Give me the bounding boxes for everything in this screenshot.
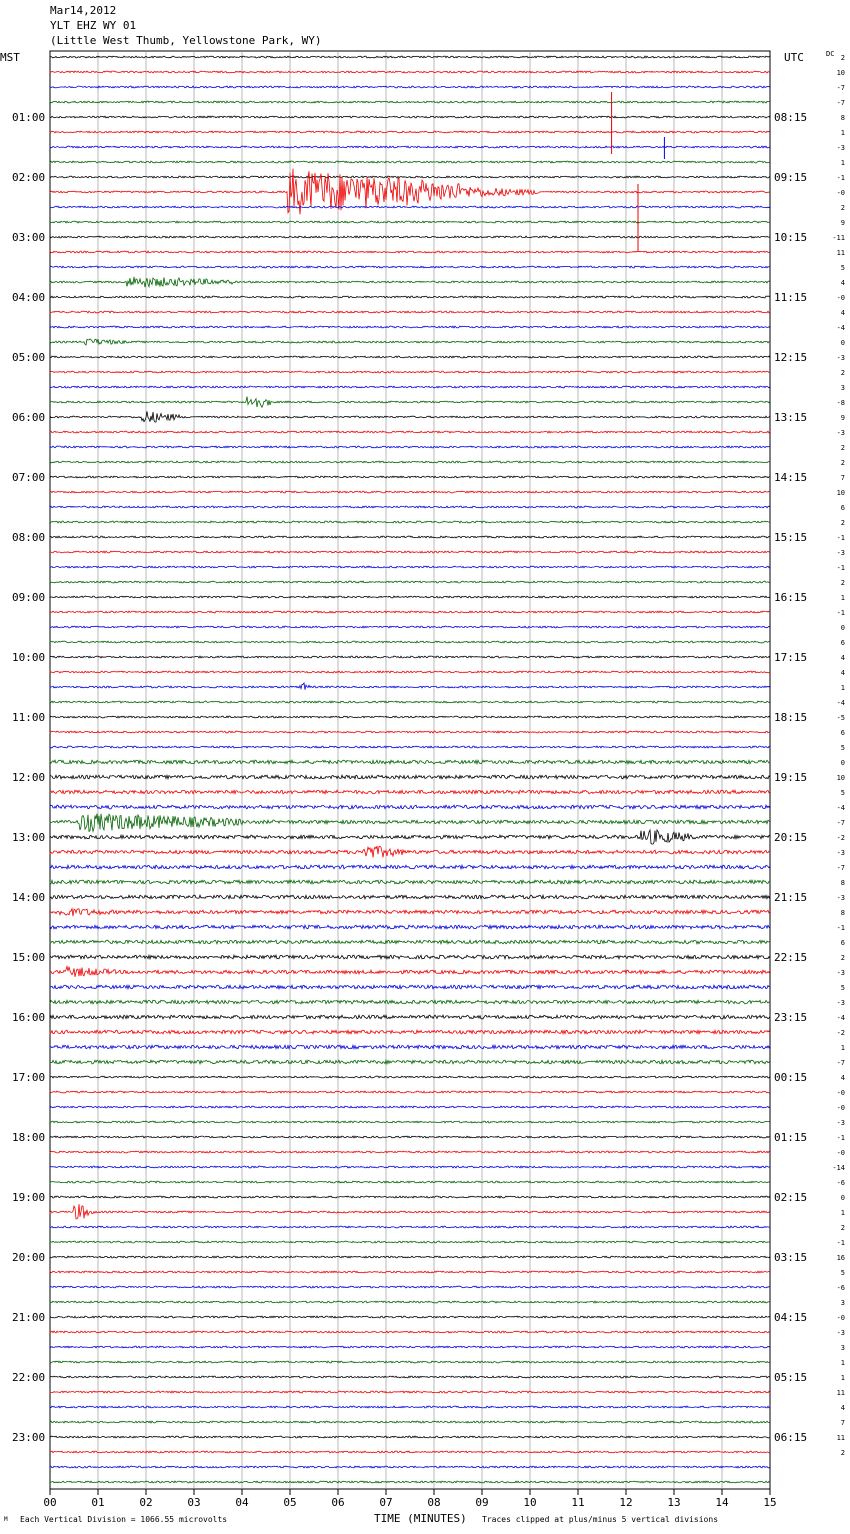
trace-line — [50, 805, 770, 809]
trace-line — [50, 1376, 770, 1378]
dc-offset-label: -3 — [836, 999, 845, 1007]
right-hour-label: 15:15 — [774, 531, 808, 544]
dc-offset-label: -4 — [836, 1014, 845, 1022]
left-hour-label: 15:00 — [12, 951, 46, 964]
right-hour-label: 12:15 — [774, 351, 808, 364]
trace-line — [50, 1421, 770, 1423]
header-date: Mar14,2012 — [50, 4, 117, 17]
dc-offset-label: -3 — [836, 354, 845, 362]
trace-line — [50, 1136, 770, 1138]
right-hour-label: 18:15 — [774, 711, 808, 724]
dc-offset-label: -8 — [836, 399, 845, 407]
dc-offset-label: -0 — [836, 189, 845, 197]
trace-line — [50, 895, 770, 899]
dc-offset-label: -2 — [836, 834, 845, 842]
right-hour-label: 23:15 — [774, 1011, 808, 1024]
dc-offset-label: 1 — [840, 1359, 845, 1367]
trace-line — [50, 1436, 770, 1438]
dc-label: DC — [826, 50, 835, 58]
dc-offset-label: -11 — [832, 234, 845, 242]
right-hour-label: 21:15 — [774, 891, 808, 904]
x-tick-label: 10 — [523, 1496, 537, 1509]
dc-offset-label: 2 — [840, 204, 845, 212]
dc-offset-label: -6 — [836, 1179, 845, 1187]
dc-offset-label: -6 — [836, 1284, 845, 1292]
dc-offset-label: 0 — [840, 1194, 845, 1202]
dc-offset-label: 8 — [840, 879, 845, 887]
trace-line — [50, 1076, 770, 1078]
trace-line — [50, 411, 770, 422]
x-tick-label: 09 — [475, 1496, 489, 1509]
trace-line — [50, 476, 770, 478]
trace-line — [50, 1301, 770, 1303]
trace-line — [50, 71, 770, 73]
trace-line — [50, 641, 770, 643]
right-hour-label: 22:15 — [774, 951, 808, 964]
dc-offset-label: -7 — [836, 1059, 845, 1067]
dc-offset-label: 11 — [836, 1434, 845, 1442]
left-hour-label: 23:00 — [12, 1431, 46, 1444]
dc-offset-label: 4 — [840, 309, 845, 317]
trace-line — [50, 746, 770, 748]
trace-line — [50, 880, 770, 884]
dc-offset-label: 1 — [840, 1374, 845, 1382]
x-tick-label: 04 — [235, 1496, 249, 1509]
trace-line — [50, 656, 770, 658]
dc-offset-label: 8 — [840, 114, 845, 122]
dc-offset-label: -1 — [836, 174, 845, 182]
dc-offset-label: 10 — [836, 489, 845, 497]
dc-offset-label: 3 — [840, 1344, 845, 1352]
x-tick-label: 11 — [571, 1496, 585, 1509]
trace-line — [50, 206, 770, 208]
trace-line — [50, 1331, 770, 1333]
trace-line — [50, 491, 770, 493]
right-hour-label: 02:15 — [774, 1191, 808, 1204]
trace-line — [50, 731, 770, 733]
dc-offset-label: -3 — [836, 429, 845, 437]
dc-offset-label: -3 — [836, 894, 845, 902]
x-tick-label: 12 — [619, 1496, 633, 1509]
dc-offset-label: 9 — [840, 414, 845, 422]
left-hour-label: 21:00 — [12, 1311, 46, 1324]
trace-line — [50, 461, 770, 463]
x-tick-label: 13 — [667, 1496, 681, 1509]
trace-line — [50, 1166, 770, 1168]
dc-offset-label: -1 — [836, 924, 845, 932]
trace-line — [50, 626, 770, 628]
dc-offset-label: -7 — [836, 84, 845, 92]
trace-line — [50, 925, 770, 929]
trace-line — [50, 1181, 770, 1183]
right-hour-label: 05:15 — [774, 1371, 808, 1384]
x-tick-label: 05 — [283, 1496, 297, 1509]
trace-line — [50, 311, 770, 313]
right-hour-label: 01:15 — [774, 1131, 808, 1144]
trace-line — [50, 1226, 770, 1228]
left-hour-label: 08:00 — [12, 531, 46, 544]
right-hour-label: 16:15 — [774, 591, 808, 604]
left-hour-label: 10:00 — [12, 651, 46, 664]
dc-offset-label: 4 — [840, 654, 845, 662]
right-timezone-label: UTC — [784, 51, 804, 64]
trace-line — [50, 701, 770, 703]
x-axis-title: TIME (MINUTES) — [374, 1512, 467, 1525]
dc-offset-label: 9 — [840, 219, 845, 227]
trace-line — [50, 236, 770, 238]
dc-offset-label: -0 — [836, 1314, 845, 1322]
trace-line — [50, 386, 770, 388]
trace-line — [50, 1045, 770, 1049]
right-hour-label: 06:15 — [774, 1431, 808, 1444]
trace-line — [50, 955, 770, 959]
dc-offset-label: -7 — [836, 864, 845, 872]
trace-line — [50, 371, 770, 373]
dc-offset-label: -3 — [836, 1329, 845, 1337]
dc-offset-label: -1 — [836, 564, 845, 572]
left-hour-label: 13:00 — [12, 831, 46, 844]
trace-line — [50, 1000, 770, 1004]
dc-offset-label: 6 — [840, 729, 845, 737]
dc-offset-label: 10 — [836, 774, 845, 782]
left-hour-label: 06:00 — [12, 411, 46, 424]
left-hour-label: 02:00 — [12, 171, 46, 184]
dc-offset-label: -3 — [836, 144, 845, 152]
trace-line — [50, 176, 770, 178]
dc-offset-label: -3 — [836, 1119, 845, 1127]
dc-offset-label: 4 — [840, 1074, 845, 1082]
dc-offset-label: -0 — [836, 1104, 845, 1112]
trace-line — [50, 1451, 770, 1453]
trace-line — [50, 1316, 770, 1318]
right-hour-label: 11:15 — [774, 291, 808, 304]
trace-line — [50, 161, 770, 163]
right-hour-label: 19:15 — [774, 771, 808, 784]
dc-offset-label: 5 — [840, 984, 845, 992]
dc-offset-label: 4 — [840, 669, 845, 677]
dc-offset-label: 7 — [840, 474, 845, 482]
dc-offset-label: 6 — [840, 504, 845, 512]
dc-offset-label: 2 — [840, 54, 845, 62]
trace-line — [50, 296, 770, 298]
right-hour-label: 04:15 — [774, 1311, 808, 1324]
dc-offset-label: -7 — [836, 819, 845, 827]
right-hour-label: 20:15 — [774, 831, 808, 844]
dc-offset-label: -4 — [836, 324, 845, 332]
dc-offset-label: 0 — [840, 339, 845, 347]
corner-mark: M — [4, 1516, 8, 1523]
x-tick-label: 15 — [763, 1496, 777, 1509]
trace-line — [50, 1241, 770, 1243]
trace-line — [50, 521, 770, 523]
trace-line — [50, 146, 770, 148]
trace-line — [50, 1121, 770, 1123]
left-hour-label: 12:00 — [12, 771, 46, 784]
header-station: YLT EHZ WY 01 — [50, 19, 137, 32]
dc-offset-label: -1 — [836, 534, 845, 542]
dc-offset-label: 7 — [840, 1419, 845, 1427]
trace-line — [50, 985, 770, 989]
trace-line — [50, 536, 770, 538]
right-hour-label: 17:15 — [774, 651, 808, 664]
dc-offset-label: 6 — [840, 939, 845, 947]
trace-line — [50, 1466, 770, 1468]
trace-line — [50, 397, 770, 408]
trace-line — [50, 1391, 770, 1393]
right-hour-label: 08:15 — [774, 111, 808, 124]
trace-line — [50, 1271, 770, 1273]
dc-offset-label: -0 — [836, 1089, 845, 1097]
dc-offset-label: -0 — [836, 1149, 845, 1157]
trace-line — [50, 1196, 770, 1198]
left-hour-label: 20:00 — [12, 1251, 46, 1264]
trace-line — [50, 86, 770, 88]
left-hour-label: 05:00 — [12, 351, 46, 364]
left-timezone-label: MST — [0, 51, 20, 64]
dc-offset-label: 2 — [840, 954, 845, 962]
trace-line — [50, 101, 770, 103]
trace-line — [50, 596, 770, 598]
dc-offset-label: -5 — [836, 714, 845, 722]
dc-offset-label: 6 — [840, 639, 845, 647]
trace-line — [50, 909, 770, 917]
dc-offset-label: 16 — [836, 1254, 845, 1262]
left-hour-label: 03:00 — [12, 231, 46, 244]
dc-offset-label: 1 — [840, 129, 845, 137]
trace-line — [50, 865, 770, 869]
left-hour-label: 07:00 — [12, 471, 46, 484]
trace-line — [50, 56, 770, 58]
left-hour-label: 19:00 — [12, 1191, 46, 1204]
trace-line — [50, 967, 770, 977]
dc-offset-label: 5 — [840, 789, 845, 797]
trace-line — [50, 221, 770, 223]
trace-line — [50, 1106, 770, 1108]
dc-offset-label: -1 — [836, 1134, 845, 1142]
trace-line — [50, 1030, 770, 1034]
left-hour-label: 22:00 — [12, 1371, 46, 1384]
trace-line — [50, 716, 770, 718]
dc-offset-label: 2 — [840, 1449, 845, 1457]
dc-offset-label: -7 — [836, 99, 845, 107]
dc-offset-label: -3 — [836, 969, 845, 977]
right-hour-label: 13:15 — [774, 411, 808, 424]
trace-line — [50, 790, 770, 794]
dc-offset-label: 2 — [840, 1224, 845, 1232]
trace-line — [50, 1151, 770, 1153]
right-hour-label: 09:15 — [774, 171, 808, 184]
dc-offset-label: 3 — [840, 1299, 845, 1307]
dc-offset-label: 5 — [840, 744, 845, 752]
left-hour-label: 14:00 — [12, 891, 46, 904]
trace-line — [50, 1256, 770, 1258]
trace-line — [50, 775, 770, 779]
dc-offset-label: 2 — [840, 579, 845, 587]
left-hour-label: 18:00 — [12, 1131, 46, 1144]
trace-line — [50, 1406, 770, 1408]
x-tick-label: 07 — [379, 1496, 393, 1509]
dc-offset-label: 1 — [840, 159, 845, 167]
trace-line — [50, 1346, 770, 1348]
trace-line — [50, 446, 770, 448]
trace-line — [50, 326, 770, 328]
x-tick-label: 14 — [715, 1496, 729, 1509]
dc-offset-label: -3 — [836, 849, 845, 857]
dc-offset-label: -14 — [832, 1164, 845, 1172]
dc-offset-label: 1 — [840, 1044, 845, 1052]
right-hour-label: 10:15 — [774, 231, 808, 244]
trace-line — [50, 940, 770, 944]
left-hour-label: 01:00 — [12, 111, 46, 124]
trace-line — [50, 1204, 770, 1219]
x-tick-label: 03 — [187, 1496, 201, 1509]
dc-offset-label: 1 — [840, 594, 845, 602]
trace-line — [50, 1060, 770, 1064]
trace-line — [50, 611, 770, 613]
dc-offset-label: 3 — [840, 384, 845, 392]
right-hour-label: 14:15 — [774, 471, 808, 484]
scale-note: Each Vertical Division = 1066.55 microvolts — [20, 1515, 228, 1524]
trace-line — [50, 566, 770, 568]
dc-offset-label: -4 — [836, 699, 845, 707]
x-tick-label: 06 — [331, 1496, 345, 1509]
trace-line — [50, 506, 770, 508]
trace-line — [50, 131, 770, 133]
dc-offset-label: 1 — [840, 684, 845, 692]
dc-offset-label: 11 — [836, 1389, 845, 1397]
trace-line — [50, 1015, 770, 1019]
dc-offset-label: 2 — [840, 459, 845, 467]
dc-offset-label: -0 — [836, 294, 845, 302]
dc-offset-label: 8 — [840, 909, 845, 917]
x-tick-label: 01 — [91, 1496, 105, 1509]
trace-line — [50, 431, 770, 433]
trace-line — [50, 339, 770, 345]
dc-offset-label: 1 — [840, 1209, 845, 1217]
trace-line — [50, 277, 770, 287]
right-hour-label: 03:15 — [774, 1251, 808, 1264]
left-hour-label: 16:00 — [12, 1011, 46, 1024]
left-hour-label: 09:00 — [12, 591, 46, 604]
dc-offset-label: 5 — [840, 1269, 845, 1277]
trace-line — [50, 846, 770, 857]
trace-line — [50, 814, 770, 832]
dc-offset-label: 0 — [840, 759, 845, 767]
dc-offset-label: 2 — [840, 444, 845, 452]
dc-offset-label: 10 — [836, 69, 845, 77]
trace-line — [50, 1481, 770, 1483]
dc-offset-label: 2 — [840, 369, 845, 377]
dc-offset-label: 2 — [840, 519, 845, 527]
right-hour-label: 00:15 — [774, 1071, 808, 1084]
dc-offset-label: -1 — [836, 1239, 845, 1247]
x-tick-label: 08 — [427, 1496, 441, 1509]
header-location: (Little West Thumb, Yellowstone Park, WY) — [50, 34, 322, 47]
trace-line — [50, 683, 770, 690]
clip-note: Traces clipped at plus/minus 5 vertical divisions — [482, 1515, 719, 1524]
trace-line — [50, 671, 770, 673]
left-hour-label: 11:00 — [12, 711, 46, 724]
dc-offset-label: 0 — [840, 624, 845, 632]
trace-line — [50, 830, 770, 844]
dc-offset-label: -4 — [836, 804, 845, 812]
trace-line — [50, 356, 770, 358]
trace-line — [50, 760, 770, 764]
trace-line — [50, 251, 770, 253]
dc-offset-label: 11 — [836, 249, 845, 257]
dc-offset-label: 4 — [840, 1404, 845, 1412]
dc-offset-label: 4 — [840, 279, 845, 287]
trace-line — [50, 1286, 770, 1288]
trace-line — [50, 266, 770, 268]
trace-line — [50, 1361, 770, 1363]
dc-offset-label: -2 — [836, 1029, 845, 1037]
x-tick-label: 00 — [43, 1496, 57, 1509]
left-hour-label: 17:00 — [12, 1071, 46, 1084]
trace-line — [50, 1091, 770, 1093]
dc-offset-label: -1 — [836, 609, 845, 617]
dc-offset-label: -3 — [836, 549, 845, 557]
x-tick-label: 02 — [139, 1496, 153, 1509]
left-hour-label: 04:00 — [12, 291, 46, 304]
trace-line — [50, 551, 770, 553]
dc-offset-label: 5 — [840, 264, 845, 272]
trace-line — [50, 116, 770, 118]
trace-line — [50, 581, 770, 583]
